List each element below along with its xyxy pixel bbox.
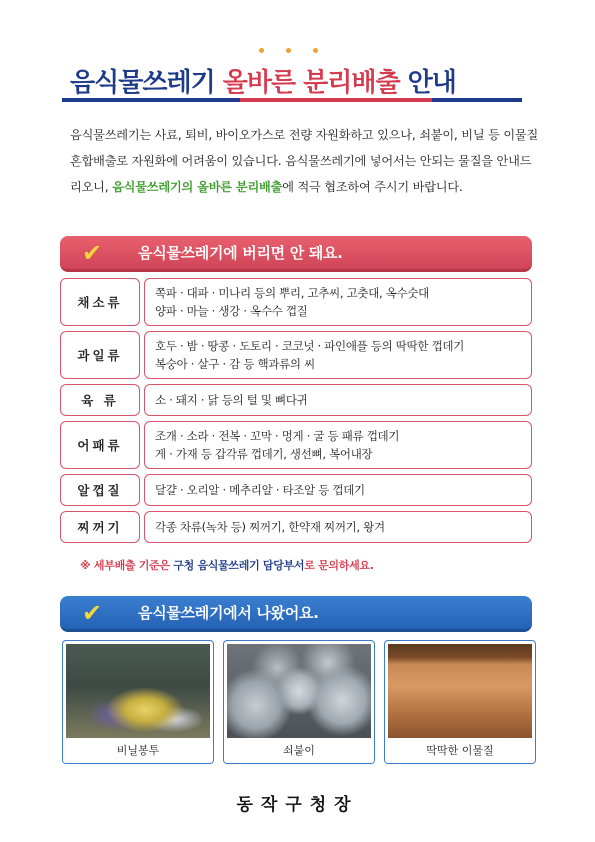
category-items — [144, 511, 532, 543]
intro-highlight: 음식물쓰레기의 올바른 분리배출 — [112, 180, 283, 194]
category-items — [144, 278, 532, 326]
section-title-found: 음식물쓰레기에서 나왔어요. — [138, 604, 319, 622]
note-text-after: 로 문의하세요. — [304, 559, 374, 572]
photo-caption: 쇠붙이 — [224, 739, 374, 763]
table-row — [60, 384, 532, 416]
category-label: 육 류 — [60, 384, 140, 416]
photo-card-plastic-bags — [62, 640, 214, 764]
title-underline-accent — [240, 98, 432, 102]
category-items — [144, 331, 532, 379]
intro-text-before: 음식물쓰레기는 사료, 퇴비, 바이오가스로 전량 자원화하고 있으나, 쇠붙이, 비닐 등 이물질 혼합배출로 자원화에 어려움이 있습니다. 음식물쓰레기에 넣어서는 안되는 물질을 안내드리오니, — [70, 128, 539, 194]
photo-caption: 비닐봉투 — [63, 739, 213, 763]
title-part-1: 음식물쓰레기 — [70, 68, 223, 98]
category-items — [144, 421, 532, 469]
items-line: 쪽파 · 대파 · 미나리 등의 뿌리, 고추씨, 고춧대, 옥수숫대 — [155, 286, 429, 300]
items-line: 각종 차류(녹차 등) 찌꺼기, 한약재 찌꺼기, 왕겨 — [155, 520, 385, 534]
photo-caption: 딱딱한 이물질 — [385, 739, 535, 763]
items-line: 게 · 가재 등 갑각류 껍데기, 생선뼈, 복어내장 — [155, 447, 373, 461]
intro-paragraph — [70, 122, 540, 200]
table-row — [60, 331, 532, 379]
table-row — [60, 421, 532, 469]
category-label: 알껍질 — [60, 474, 140, 506]
table-row — [60, 474, 532, 506]
inquiry-note — [80, 557, 374, 573]
category-label: 어패류 — [60, 421, 140, 469]
items-line: 소 · 돼지 · 닭 등의 털 및 뼈다귀 — [155, 393, 308, 407]
page-title — [70, 62, 456, 99]
section-header-found — [60, 596, 532, 632]
items-line: 달걀 · 오리알 · 메추리알 · 타조알 등 껍데기 — [155, 483, 365, 497]
hard-debris-photo — [388, 644, 532, 738]
items-line: 양파 · 마늘 · 생강 · 옥수수 껍질 — [155, 304, 308, 318]
photo-card-metal — [223, 640, 375, 764]
category-items — [144, 474, 532, 506]
metal-scraps-photo — [227, 644, 371, 738]
category-items — [144, 384, 532, 416]
title-part-2: 올바른 분리배출 — [222, 68, 400, 98]
note-text-before: ※ 세부배출 기준은 — [80, 559, 174, 572]
items-line: 호두 · 밤 · 땅콩 · 도토리 · 코코넛 · 파인애플 등의 딱딱한 껍데기 — [155, 339, 465, 353]
intro-text-after: 에 적극 협조하여 주시기 바랍니다. — [282, 180, 463, 194]
category-label: 과일류 — [60, 331, 140, 379]
plastic-bags-photo — [66, 644, 210, 738]
section-title-prohibited: 음식물쓰레기에 버리면 안 돼요. — [138, 244, 343, 262]
photo-card-hard-debris — [384, 640, 536, 764]
check-icon: ✔ — [82, 598, 103, 627]
check-icon: ✔ — [82, 238, 103, 267]
table-row — [60, 511, 532, 543]
table-row — [60, 278, 532, 326]
issuer-signature: 동작구청장 — [236, 795, 359, 815]
category-label: 찌꺼기 — [60, 511, 140, 543]
category-label: 채소류 — [60, 278, 140, 326]
note-highlight: 구청 음식물쓰레기 담당부서 — [173, 559, 305, 572]
items-line: 조개 · 소라 · 전복 · 꼬막 · 멍게 · 굴 등 패류 껍데기 — [155, 429, 400, 443]
title-part-3: 안내 — [399, 68, 456, 98]
title-decoration-dots — [255, 48, 335, 56]
items-line: 복숭아 · 살구 · 감 등 핵과류의 씨 — [155, 357, 315, 371]
section-header-prohibited — [60, 236, 532, 272]
